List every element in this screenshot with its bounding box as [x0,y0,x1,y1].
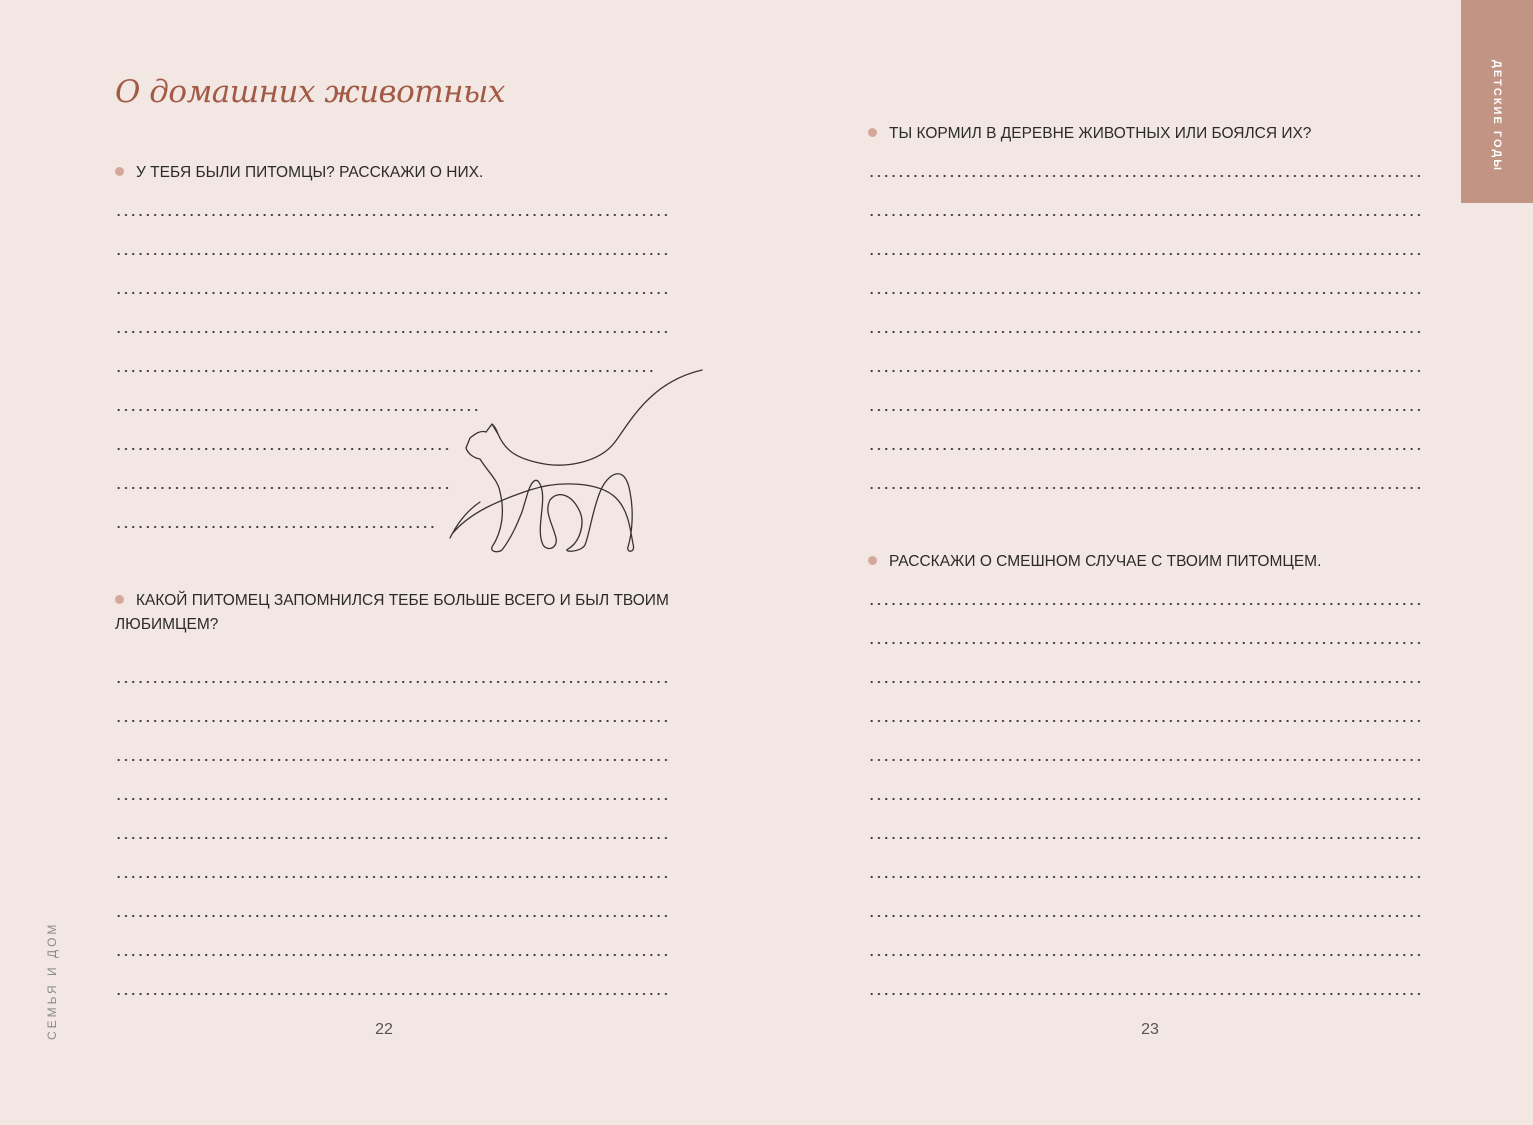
question-funny-story [868,550,1428,574]
answer-line[interactable] [868,953,1421,957]
answer-line[interactable] [868,447,1421,451]
answer-line[interactable] [115,486,450,490]
answer-line[interactable] [115,213,668,217]
answer-line[interactable] [868,408,1421,412]
answer-line[interactable] [115,330,668,334]
answer-line[interactable] [868,992,1421,996]
question-text: У ТЕБЯ БЫЛИ ПИТОМЦЫ? РАССКАЖИ О НИХ. [136,164,484,181]
page-number-right: 23 [1141,1021,1159,1038]
answer-line[interactable] [868,369,1421,373]
question-pets [115,161,675,185]
bullet-icon [868,128,877,137]
answer-line[interactable] [115,992,668,996]
cat-line-drawing-icon [440,362,710,562]
answer-line[interactable] [115,914,668,918]
answer-line[interactable] [868,719,1421,723]
answer-line[interactable] [115,758,668,762]
answer-line[interactable] [868,914,1421,918]
page-number-left: 22 [375,1021,393,1038]
answer-line[interactable] [868,486,1421,490]
answer-line[interactable] [115,719,668,723]
question-text: КАКОЙ ПИТОМЕЦ ЗАПОМНИЛСЯ ТЕБЕ БОЛЬШЕ ВСЕГО И БЫЛ ТВОИМ ЛЮБИМЦЕМ? [115,592,669,633]
answer-line[interactable] [115,408,479,412]
answer-line[interactable] [868,836,1421,840]
page-title: О домашних животных [115,74,505,110]
answer-line[interactable] [115,875,668,879]
answer-line[interactable] [868,213,1421,217]
question-favorite-pet [115,589,675,637]
answer-line[interactable] [868,797,1421,801]
answer-line[interactable] [868,641,1421,645]
answer-line[interactable] [115,252,668,256]
answer-line[interactable] [115,680,668,684]
section-tab-label: ДЕТСКИЕ ГОДЫ [1491,60,1503,172]
answer-line[interactable] [868,875,1421,879]
chapter-side-label: СЕМЬЯ И ДОМ [45,921,59,1040]
answer-line[interactable] [115,797,668,801]
answer-line[interactable] [868,602,1421,606]
bullet-icon [115,595,124,604]
answer-line[interactable] [868,758,1421,762]
question-text: ТЫ КОРМИЛ В ДЕРЕВНЕ ЖИВОТНЫХ ИЛИ БОЯЛСЯ ИХ? [889,125,1312,142]
answer-line[interactable] [115,447,450,451]
answer-line[interactable] [868,174,1421,178]
answer-line[interactable] [868,252,1421,256]
bullet-icon [868,556,877,565]
question-text: РАССКАЖИ О СМЕШНОМ СЛУЧАЕ С ТВОИМ ПИТОМЦЕМ. [889,553,1322,570]
bullet-icon [115,167,124,176]
answer-line[interactable] [115,291,668,295]
question-feeding-animals [868,122,1428,146]
answer-line[interactable] [115,953,668,957]
answer-line[interactable] [868,330,1421,334]
answer-line[interactable] [868,680,1421,684]
answer-line[interactable] [115,836,668,840]
answer-line[interactable] [115,525,435,529]
answer-line[interactable] [868,291,1421,295]
